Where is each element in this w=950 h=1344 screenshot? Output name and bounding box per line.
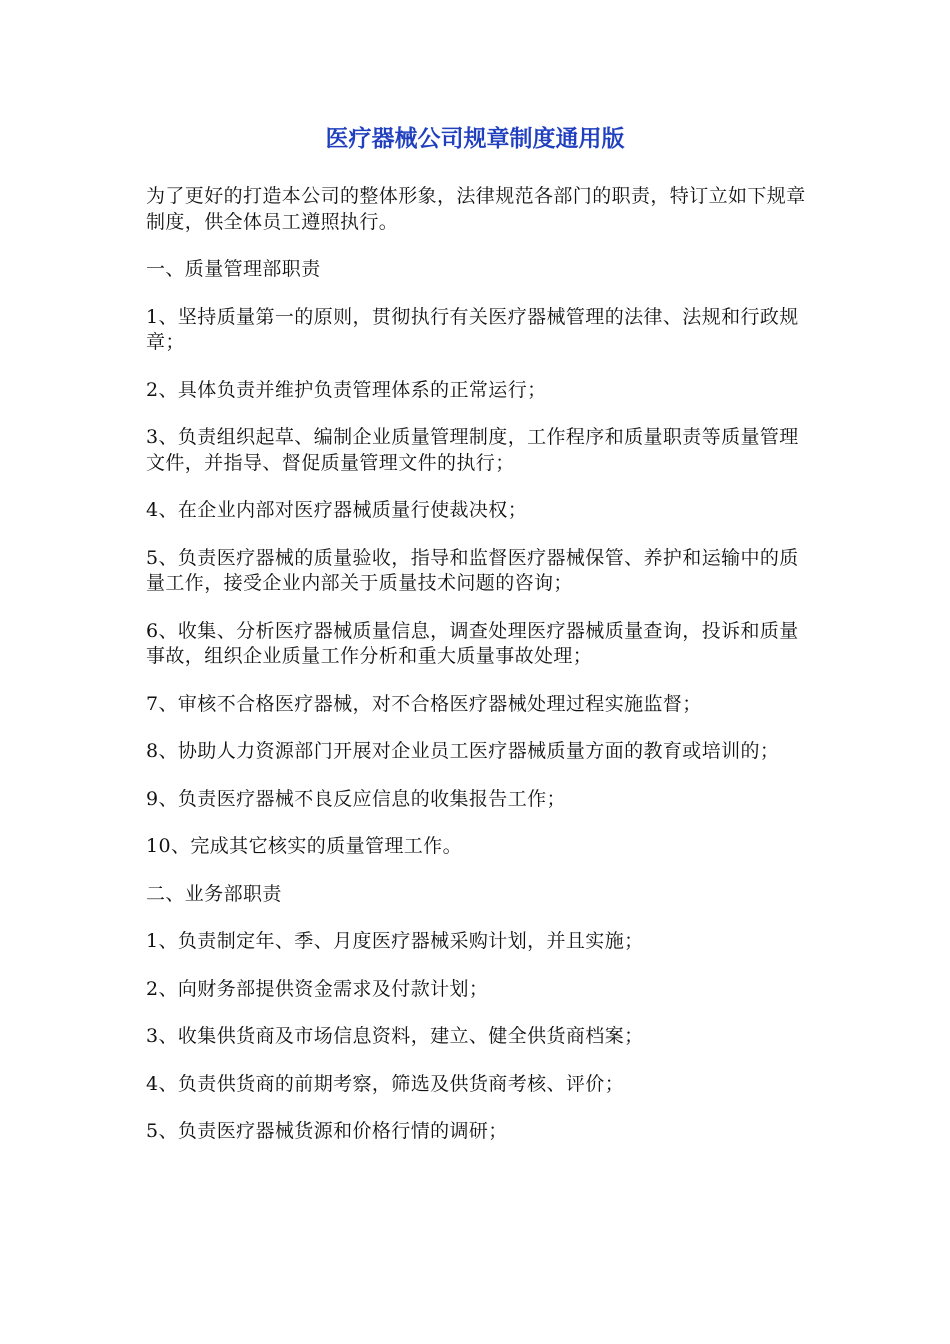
quality-item-1: 1、坚持质量第一的原则，贯彻执行有关医疗器械管理的法律、法规和行政规章；	[146, 305, 799, 353]
quality-item-10: 10、完成其它核实的质量管理工作。	[146, 835, 462, 857]
business-item-5: 5、负责医疗器械货源和价格行情的调研；	[146, 1120, 508, 1142]
quality-item-2: 2、具体负责并维护负责管理体系的正常运行；	[146, 378, 547, 401]
document-body	[146, 184, 806, 1167]
section-heading-business: 二、业务部职责	[146, 882, 282, 905]
business-item-4: 4、负责供货商的前期考察，筛选及供货商考核、评价；	[146, 1072, 625, 1095]
quality-item-4: 4、在企业内部对医疗器械质量行使裁决权；	[146, 499, 528, 521]
intro-paragraph: 为了更好的打造本公司的整体形象，法律规范各部门的职责，特订立如下规章制度，供全体员工遵照执行。	[146, 185, 806, 233]
document-title: 医疗器械公司规章制度通用版	[325, 126, 625, 152]
quality-item-9: 9、负责医疗器械不良反应信息的收集报告工作；	[146, 787, 566, 810]
section-heading-quality: 一、质量管理部职责	[146, 258, 321, 280]
business-item-2: 2、向财务部提供资金需求及付款计划；	[146, 977, 489, 1000]
business-item-1: 1、负责制定年、季、月度医疗器械采购计划，并且实施；	[146, 930, 644, 952]
business-item-3: 3、收集供货商及市场信息资料，建立、健全供货商档案；	[146, 1025, 644, 1047]
quality-item-5: 5、负责医疗器械的质量验收，指导和监督医疗器械保管、养护和运输中的质量工作，接受企业内部关于质量技术问题的咨询；	[146, 546, 799, 594]
quality-item-3: 3、负责组织起草、编制企业质量管理制度，工作程序和质量职责等质量管理文件，并指导、督促质量管理文件的执行；	[146, 426, 799, 474]
quality-item-6: 6、收集、分析医疗器械质量信息，调查处理医疗器械质量查询，投诉和质量事故，组织企业质量工作分析和重大质量事故处理；	[146, 619, 799, 667]
quality-item-8: 8、协助人力资源部门开展对企业员工医疗器械质量方面的教育或培训的；	[146, 740, 780, 762]
quality-item-7: 7、审核不合格医疗器械，对不合格医疗器械处理过程实施监督；	[146, 692, 702, 715]
